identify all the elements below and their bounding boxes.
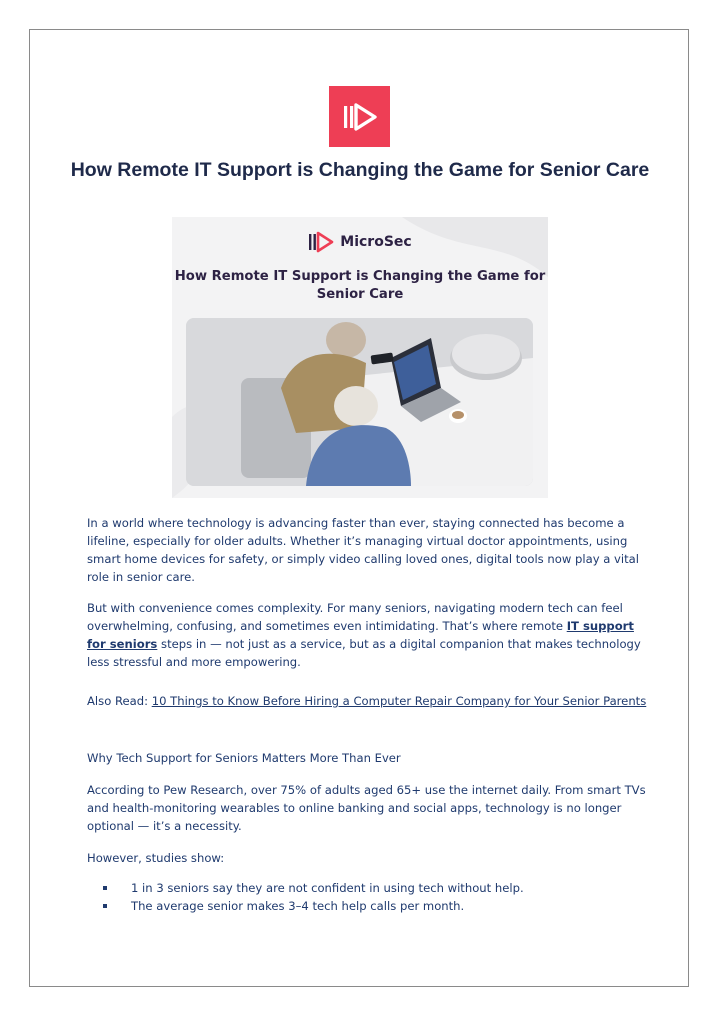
bullet-square-icon	[103, 886, 107, 890]
also-read-label: Also Read:	[87, 694, 152, 708]
bullet-list	[100, 879, 640, 915]
list-item	[100, 879, 640, 897]
hero-heading: How Remote IT Support is Changing the Game for Senior Care	[174, 269, 546, 302]
paragraph-studies-text: However, studies show:	[87, 851, 225, 865]
list-item-text: The average senior makes 3–4 tech help calls per month.	[131, 899, 465, 913]
paragraph-pew-text: According to Pew Research, over 75% of adults aged 65+ use the internet daily. From smart TVs and health-monitoring wearables to online banking and social apps, technology is no longer optional — it’s a necessity.	[87, 783, 646, 833]
paragraph-complexity-before: But with convenience comes complexity. For many seniors, navigating modern tech can feel overwhelming, confusing, and sometimes even intimidating. That’s where remote	[87, 601, 623, 633]
section-heading	[87, 749, 647, 767]
paragraph-complexity	[87, 599, 647, 671]
also-read-text	[87, 692, 647, 710]
also-read-link[interactable]: 10 Things to Know Before Hiring a Computer Repair Company for Your Senior Parents	[151, 694, 647, 708]
article-title: How Remote IT Support is Changing the Game for Senior Care	[70, 159, 650, 181]
paragraph-complexity-after: steps in — not just as a service, but as a digital companion that makes technology less stressful and more empowering.	[87, 637, 641, 669]
it-support-for-seniors-link[interactable]: IT support for seniors	[87, 619, 634, 651]
hero-brand	[172, 231, 548, 253]
paragraph-complexity-text	[87, 599, 647, 671]
paragraph-intro-text: In a world where technology is advancing faster than ever, staying connected has become a lifeline, especially for older adults. Whether it’s managing virtual doctor appointments, using smart home devices for safety, or simply video calling loved ones, digital tools now play a vital role in senior care.	[87, 516, 639, 584]
paragraph-studies	[87, 849, 647, 867]
brand-logo-icon	[329, 86, 390, 147]
section-heading-text: Why Tech Support for Seniors Matters More Than Ever	[87, 751, 401, 765]
microsec-logo-icon	[308, 231, 334, 253]
also-read	[87, 692, 647, 710]
list-item-text: 1 in 3 seniors say they are not confident in using tech without help.	[131, 881, 524, 895]
seniors-laptop-photo	[186, 318, 533, 486]
bullet-square-icon	[103, 904, 107, 908]
paragraph-pew	[87, 781, 647, 835]
hero-photo	[186, 318, 533, 486]
hero-brand-name: MicroSec	[340, 234, 412, 250]
paragraph-intro	[87, 514, 647, 586]
hero-image	[172, 217, 548, 498]
list-item	[100, 897, 640, 915]
